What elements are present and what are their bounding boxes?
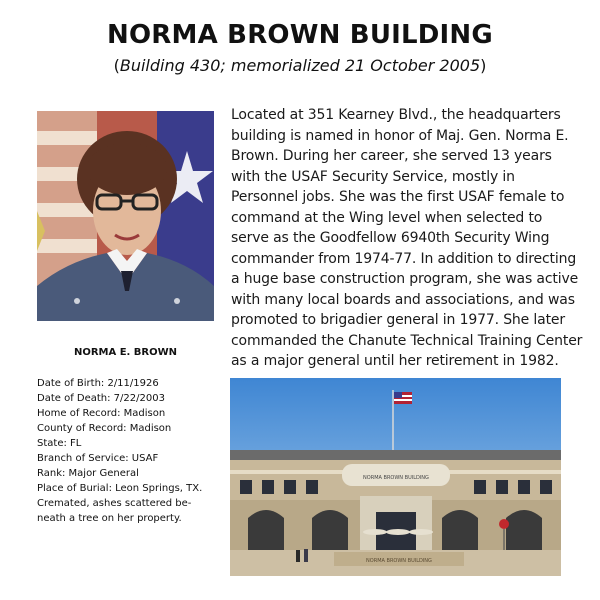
biography-text: Located at 351 Kearney Blvd., the headquarters building is named in honor of Maj. Gen. Norma E. Brown. During her career, she served 13 years with the USAF Security Service, mostly in Personnel jobs. She was the first USAF female to command at the Wing level when selected to serve as the Goodfellow 6940th Security Wing commander from 1974-77. In addition to directing a huge base construction program, she was active with many local boards and associations, and was promoted to brigadier general in 1977. She later commanded the Chanute Technical Training Center as a major general until her retirement in 1982. <box>231 107 583 369</box>
fact-cremation-note-1: Cremated, ashes scattered be- <box>37 498 192 509</box>
fact-burial-place: Place of Burial: Leon Springs, TX. <box>37 483 203 494</box>
biographical-facts <box>37 376 222 526</box>
subtitle-close: ) <box>480 56 487 75</box>
fact-death-date: Date of Death: 7/22/2003 <box>37 393 165 404</box>
building-photo <box>230 378 561 576</box>
fact-county-of-record: County of Record: Madison <box>37 423 172 434</box>
subtitle-detail: Building 430; memorialized 21 October 2005 <box>119 56 481 75</box>
portrait-photo <box>37 111 214 321</box>
page-title: NORMA BROWN BUILDING <box>107 20 493 50</box>
portrait-caption: NORMA E. BROWN <box>73 347 178 358</box>
fact-birth-date: Date of Birth: 2/11/1926 <box>37 378 159 389</box>
fact-branch: Branch of Service: USAF <box>37 453 159 464</box>
fact-state: State: FL <box>37 438 82 449</box>
ground-sign: NORMA BROWN BUILDING <box>366 558 432 564</box>
fact-home-of-record: Home of Record: Madison <box>37 408 166 419</box>
facade-sign: NORMA BROWN BUILDING <box>363 475 429 481</box>
fact-rank: Rank: Major General <box>37 468 139 479</box>
biography-paragraph <box>231 105 583 372</box>
subtitle-open: ( <box>113 56 120 75</box>
fact-cremation-note-2: neath a tree on her property. <box>37 513 182 524</box>
page-subtitle <box>0 56 600 75</box>
